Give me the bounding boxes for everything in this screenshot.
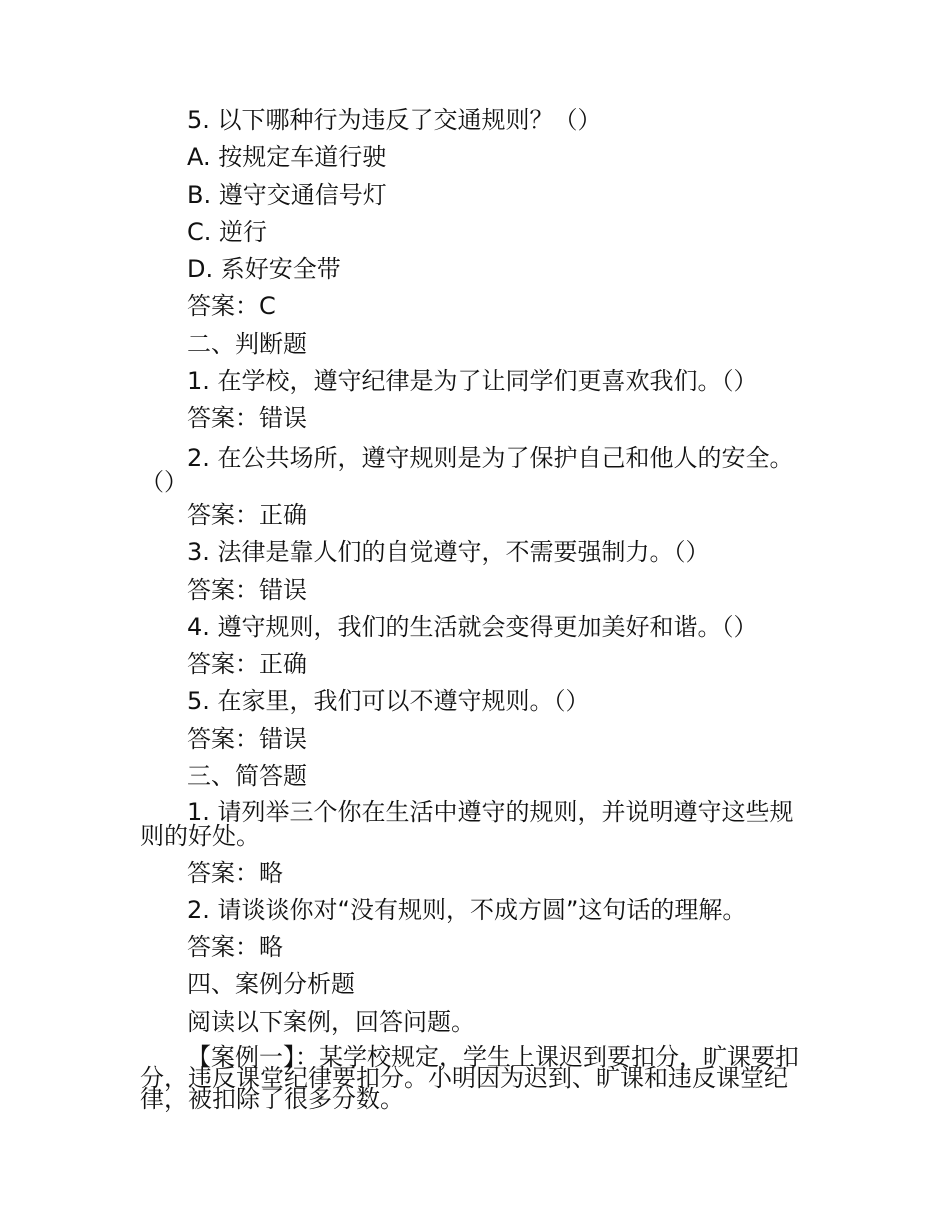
judgment-answer-4: 答案：正确 [187, 650, 307, 678]
case-one-text: 【案例一】：某学校规定，学生上课迟到要扣分，旷课要扣分，违反课堂纪律要扣分。小明因为迟到、旷课和违反课堂纪律，被扣除了很多分数。 [140, 1043, 799, 1113]
judgment-question-1: 1. 在学校，遵守纪律是为了让同学们更喜欢我们。（） [187, 367, 758, 395]
short-answer-answer-1: 答案：略 [187, 859, 283, 887]
option-d: D. 系好安全带 [187, 255, 341, 283]
option-b: B. 遵守交通信号灯 [187, 181, 387, 209]
option-c: C. 逆行 [187, 218, 268, 246]
short-answer-question-1: 1. 请列举三个你在生活中遵守的规则，并说明遵守这些规则的好处。 [140, 798, 794, 850]
case-instruction: 阅读以下案例，回答问题。 [187, 1008, 475, 1036]
judgment-answer-1: 答案：错误 [187, 404, 307, 432]
judgment-question-5: 5. 在家里，我们可以不遵守规则。（） [187, 687, 590, 715]
section-heading-case-analysis: 四、案例分析题 [187, 970, 355, 998]
judgment-question-3: 3. 法律是靠人们的自觉遵守，不需要强制力。（） [187, 538, 710, 566]
judgment-answer-5: 答案：错误 [187, 725, 307, 753]
section-heading-judgment: 二、判断题 [187, 330, 307, 358]
judgment-question-4: 4. 遵守规则，我们的生活就会变得更加美好和谐。（） [187, 613, 758, 641]
section-heading-short-answer: 三、简答题 [187, 762, 307, 790]
short-answer-answer-2: 答案：略 [187, 933, 283, 961]
question-choice-5: 5. 以下哪种行为违反了交通规则？（） [187, 106, 602, 134]
answer-choice-5: 答案：C [187, 292, 276, 320]
judgment-answer-2: 答案：正确 [187, 501, 307, 529]
option-a: A. 按规定车道行驶 [187, 143, 387, 171]
judgment-question-2: 2. 在公共场所，遵守规则是为了保护自己和他人的安全。（） [140, 444, 794, 496]
judgment-answer-3: 答案：错误 [187, 576, 307, 604]
short-answer-question-2: 2. 请谈谈你对“没有规则，不成方圆”这句话的理解。 [187, 896, 747, 924]
